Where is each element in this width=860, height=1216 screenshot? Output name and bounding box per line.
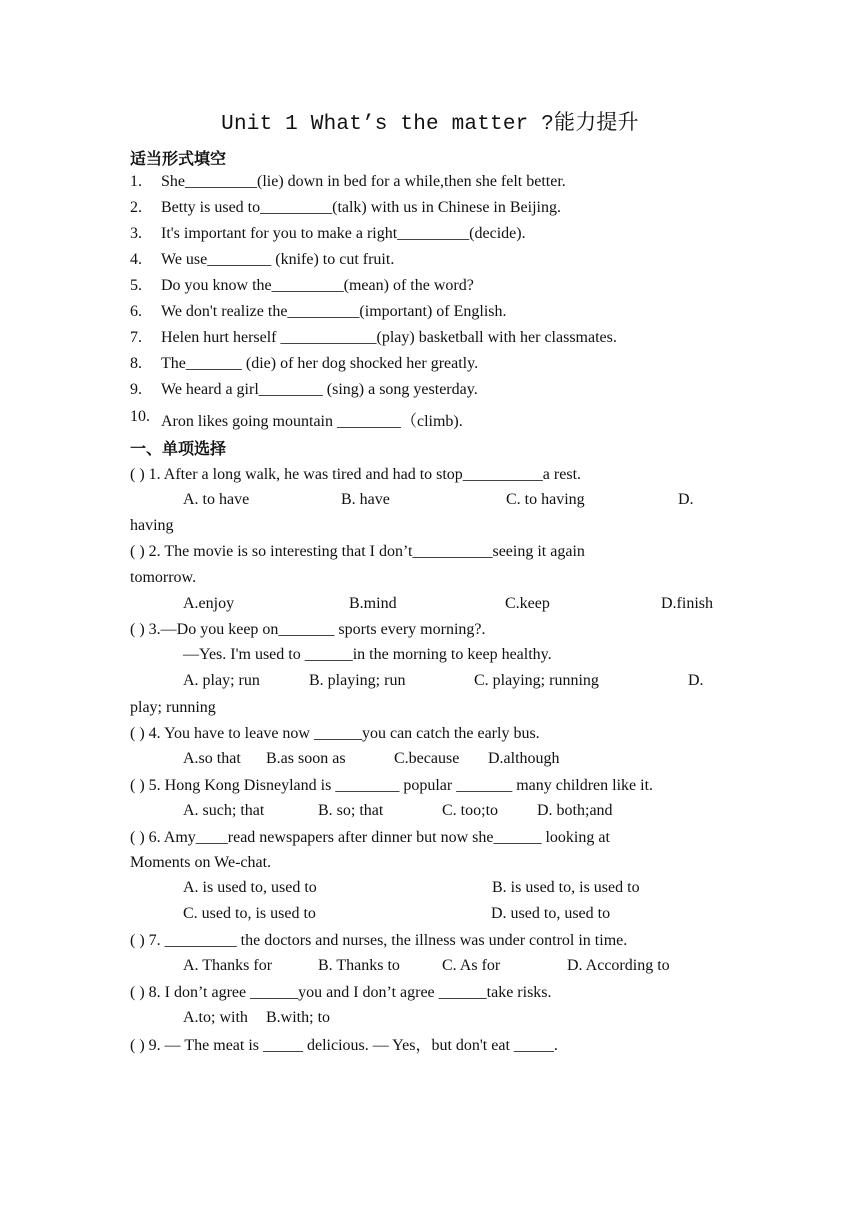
question-6-option-b: B. is used to, is used to	[492, 879, 640, 896]
question-4-option-d: D.although	[488, 750, 560, 767]
question-8-option-b: B.with; to	[266, 1009, 331, 1026]
page-title: Unit 1 What’s the matter ?能力提升	[221, 113, 639, 136]
question-2-option-c: C.keep	[505, 595, 550, 612]
section-heading-fill-in: 适当形式填空	[130, 149, 227, 168]
question-5-option-a: A. such; that	[183, 802, 265, 819]
section-heading-multiple-choice: 一、单项选择	[130, 439, 227, 458]
question-3-option-b: B. playing; run	[309, 672, 406, 689]
question-7-option-a: A. Thanks for	[183, 957, 273, 974]
question-4-stem: ( ) 4. You have to leave now ______you can catch the early bus.	[130, 725, 540, 742]
question-4-option-c: C.because	[394, 750, 460, 767]
question-3-option-d: D.	[688, 672, 704, 689]
question-3-stem-line2: —Yes. I'm used to ______in the morning to keep healthy.	[183, 646, 552, 663]
question-7-option-b: B. Thanks to	[318, 957, 400, 974]
question-5-option-c: C. too;to	[442, 802, 499, 819]
question-5-stem: ( ) 5. Hong Kong Disneyland is ________ popular _______ many children like it.	[130, 777, 654, 794]
question-8-option-a: A.to; with	[183, 1009, 248, 1026]
question-8-stem: ( ) 8. I don’t agree ______you and I don’t agree ______take risks.	[130, 984, 552, 1001]
question-2-stem-wrap: tomorrow.	[130, 569, 197, 586]
question-6-stem: ( ) 6. Amy____read newspapers after dinner but now she______ looking at	[130, 829, 610, 846]
question-5-option-d: D. both;and	[537, 802, 613, 819]
question-1-option-d-wrap: having	[130, 517, 174, 534]
question-6-option-c: C. used to, is used to	[183, 905, 316, 922]
question-1-option-b: B. have	[341, 491, 390, 508]
question-4-option-b: B.as soon as	[266, 750, 346, 767]
question-2-option-d: D.finish	[661, 595, 713, 612]
question-1-option-a: A. to have	[183, 491, 250, 508]
question-2-option-a: A.enjoy	[183, 595, 235, 612]
document-page: Unit 1 What’s the matter ?能力提升 适当形式填空 1. She_________(lie) down in bed for a while,then she felt better. 2. Betty is used to_________(talk) with us in Chinese in Beijing. 3. It's important for you to make a right_________(decide). 4. We use________ (knife) to cut fruit. 5. Do you know the_________(mean) of the word? 6. We don't realize the_________(important) of English. 7. Helen hurt herself ____________(play) basketball with her classmates. 8. The_______ (die) of her dog shocked her greatly. 9. We heard a girl________ (sing) a song yesterday. 10. Aron likes going mountain ________（climb). 一、单项选择 ( ) 1. After a long walk, he was tired and had to stop__________a rest. A. to have B. have C. to having D. having ( ) 2. The movie is so interesting that I don’t__________seeing it again tomorrow. A.enjoy B.mind C.keep D.finish ( ) 3.—Do you keep on_______ sports every morning?. —Yes. I'm used to ______in the morning to keep healthy. A. play; run B. playing; run C. playing; running D. play; running ( ) 4. You have to leave now ______you can catch the early bus. A.so that B.as soon as C.because D.although ( ) 5. Hong Kong Disneyland is ________ popular _______ many children like it. A. such; that B. so; that C. too;to D. both;and ( ) 6. Amy____read newspapers after dinner but now she______ looking at Moments on We-chat. A. is used to, used to B. is used to, is used to C. used to, is used to D. used to, used to ( ) 7. _________ the doctors and nurses, the illness was under control in time. A. Thanks for B. Thanks to C. As for D. According to ( ) 8. I don’t agree ______you and I don’t agree ______take risks. A.to; with B.with; to ( ) 9. — The meat is _____ delicious. — Yes，but don't eat _____.	[0, 0, 860, 1216]
question-3-option-c: C. playing; running	[474, 672, 599, 689]
question-6-option-d: D. used to, used to	[491, 905, 611, 922]
question-3-stem: ( ) 3.—Do you keep on_______ sports every morning?.	[130, 621, 486, 638]
question-3-option-d-wrap: play; running	[130, 699, 216, 716]
question-1-option-d: D.	[678, 491, 694, 508]
question-1-option-c: C. to having	[506, 491, 585, 508]
question-4-option-a: A.so that	[183, 750, 241, 767]
question-3-option-a: A. play; run	[183, 672, 260, 689]
question-6-option-a: A. is used to, used to	[183, 879, 317, 896]
question-7-option-d: D. According to	[567, 957, 670, 974]
question-7-stem: ( ) 7. _________ the doctors and nurses, the illness was under control in time.	[130, 932, 628, 949]
question-2-option-b: B.mind	[349, 595, 397, 612]
question-6-stem-wrap: Moments on We-chat.	[130, 854, 272, 871]
question-7-option-c: C. As for	[442, 957, 501, 974]
question-1-stem: ( ) 1. After a long walk, he was tired and had to stop__________a rest.	[130, 466, 582, 483]
question-5-option-b: B. so; that	[318, 802, 384, 819]
question-2-stem: ( ) 2. The movie is so interesting that I don’t__________seeing it again	[130, 543, 585, 560]
question-9-stem: ( ) 9. — The meat is _____ delicious. — Yes，but don't eat _____.	[130, 1037, 558, 1054]
